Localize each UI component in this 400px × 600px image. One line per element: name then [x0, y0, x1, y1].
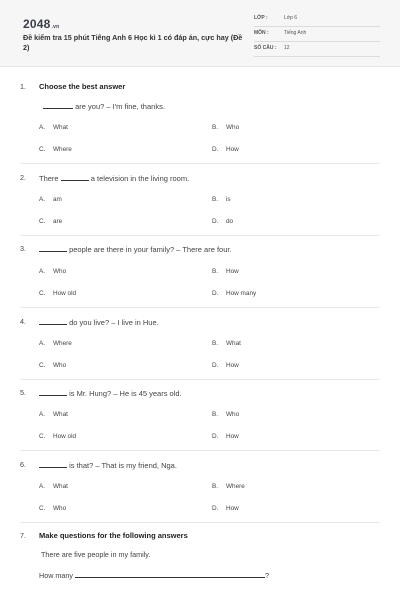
option-b[interactable] — [212, 483, 245, 490]
question-text-content: is that? – That is my friend, Nga. — [69, 461, 177, 470]
option-letter: A. — [39, 411, 46, 418]
meta-count-label: SỐ CÂU : — [254, 45, 277, 51]
question-text-content: do you live? – I live in Hue. — [69, 318, 159, 327]
worksheet-title: Đề kiểm tra 15 phút Tiếng Anh 6 Học kì 1 có đáp án, cực hay (Đề 2) — [23, 33, 243, 52]
option-c[interactable] — [39, 218, 62, 225]
answer-blank[interactable] — [43, 101, 73, 109]
option-b[interactable] — [212, 268, 239, 275]
option-c[interactable] — [39, 433, 76, 440]
option-letter: D. — [212, 505, 219, 512]
option-letter: A. — [39, 124, 46, 131]
option-letter: C. — [39, 290, 46, 297]
option-a[interactable] — [39, 340, 72, 347]
option-a[interactable] — [39, 196, 62, 203]
option-text: What — [53, 124, 68, 131]
option-letter: D. — [212, 433, 219, 440]
answer-blank[interactable] — [39, 244, 67, 252]
question-number: 7. — [20, 531, 26, 540]
option-a[interactable] — [39, 411, 68, 418]
meta-count-row — [254, 43, 380, 57]
option-a[interactable] — [39, 268, 66, 275]
question-text — [39, 244, 232, 254]
option-text: Who — [226, 124, 240, 131]
option-c[interactable] — [39, 290, 76, 297]
answer-blank[interactable] — [39, 317, 67, 325]
option-a[interactable] — [39, 124, 68, 131]
option-letter: B. — [212, 340, 219, 347]
option-letter: B. — [212, 268, 219, 275]
question-text-content: is Mr. Hung? – He is 45 years old. — [69, 389, 182, 398]
divider — [20, 379, 380, 380]
option-text: How — [226, 146, 239, 153]
logo-text: 2048 — [23, 17, 51, 31]
option-text: is — [226, 196, 231, 203]
option-letter: C. — [39, 146, 46, 153]
section-heading: Make questions for the following answers — [39, 531, 188, 540]
option-text: How — [226, 505, 239, 512]
answer-blank[interactable] — [61, 173, 89, 181]
option-text: Who — [226, 411, 240, 418]
question-prefix: How many — [39, 571, 73, 580]
question-text — [39, 317, 159, 327]
option-letter: D. — [212, 146, 219, 153]
option-letter: A. — [39, 340, 46, 347]
option-letter: C. — [39, 362, 46, 369]
divider — [20, 522, 380, 523]
meta-count-value: 12 — [284, 45, 290, 51]
option-text: How old — [53, 433, 77, 440]
question-number: 2. — [20, 173, 26, 182]
option-text: Where — [53, 340, 72, 347]
question-prefix: There — [39, 174, 59, 183]
option-b[interactable] — [212, 196, 231, 203]
option-text: How — [226, 268, 239, 275]
worksheet-header — [0, 0, 400, 67]
option-d[interactable] — [212, 362, 239, 369]
option-text: do — [226, 218, 234, 225]
question-number: 3. — [20, 244, 26, 253]
meta-class-row — [254, 13, 380, 27]
answer-blank[interactable] — [39, 460, 67, 468]
question-text-content: people are there in your family? – There are four. — [69, 245, 232, 254]
question-number: 1. — [20, 82, 26, 91]
option-letter: B. — [212, 196, 219, 203]
question-number: 6. — [20, 460, 26, 469]
divider — [20, 307, 380, 308]
option-text: Where — [226, 483, 245, 490]
divider — [20, 235, 380, 236]
answer-blank[interactable] — [75, 570, 265, 578]
option-letter: A. — [39, 483, 46, 490]
option-letter: B. — [212, 411, 219, 418]
site-logo[interactable] — [23, 17, 59, 31]
given-answer: There are five people in my family. — [41, 550, 151, 559]
option-b[interactable] — [212, 340, 241, 347]
divider — [20, 450, 380, 451]
option-letter: D. — [212, 218, 219, 225]
option-text: Who — [53, 268, 67, 275]
option-d[interactable] — [212, 218, 233, 225]
question-text — [39, 173, 189, 183]
option-letter: C. — [39, 505, 46, 512]
question-number: 5. — [20, 388, 26, 397]
meta-class-value: Lớp 6 — [284, 15, 298, 21]
divider — [20, 163, 380, 164]
option-letter: B. — [212, 124, 219, 131]
question-text — [39, 388, 182, 398]
option-c[interactable] — [39, 505, 66, 512]
option-text: How old — [53, 290, 77, 297]
question-text-content: a television in the living room. — [90, 174, 190, 183]
option-text: am — [53, 196, 62, 203]
option-text: Who — [53, 362, 67, 369]
option-c[interactable] — [39, 362, 66, 369]
question-text — [43, 101, 165, 111]
option-b[interactable] — [212, 124, 239, 131]
meta-subject-value: Tiếng Anh — [284, 30, 307, 36]
logo-suffix: .vn — [51, 24, 60, 30]
option-text: Where — [53, 146, 72, 153]
option-letter: A. — [39, 268, 46, 275]
option-text: What — [53, 483, 68, 490]
option-letter: B. — [212, 483, 219, 490]
option-letter: A. — [39, 196, 46, 203]
meta-subject-row — [254, 28, 380, 42]
option-text: How — [226, 433, 239, 440]
question-text-content: are you? – I'm fine, thanks. — [75, 102, 165, 111]
option-b[interactable] — [212, 411, 239, 418]
option-letter: C. — [39, 218, 46, 225]
option-text: How many — [226, 290, 257, 297]
option-a[interactable] — [39, 483, 68, 490]
option-letter: D. — [212, 362, 219, 369]
question-line — [39, 570, 269, 580]
meta-class-label: LỚP : — [254, 15, 268, 21]
option-letter: D. — [212, 290, 219, 297]
option-d[interactable] — [212, 146, 239, 153]
option-text: How — [226, 362, 239, 369]
option-text: What — [53, 411, 68, 418]
option-text: What — [226, 340, 241, 347]
answer-blank[interactable] — [39, 388, 67, 396]
option-c[interactable] — [39, 146, 72, 153]
question-number: 4. — [20, 317, 26, 326]
option-d[interactable] — [212, 433, 239, 440]
option-d[interactable] — [212, 290, 256, 297]
question-mark: ? — [264, 571, 269, 580]
option-text: are — [53, 218, 63, 225]
option-text: Who — [53, 505, 67, 512]
option-d[interactable] — [212, 505, 239, 512]
meta-subject-label: MÔN : — [254, 30, 269, 36]
question-text — [39, 460, 177, 470]
option-letter: C. — [39, 433, 46, 440]
section-heading: Choose the best answer — [39, 82, 126, 91]
